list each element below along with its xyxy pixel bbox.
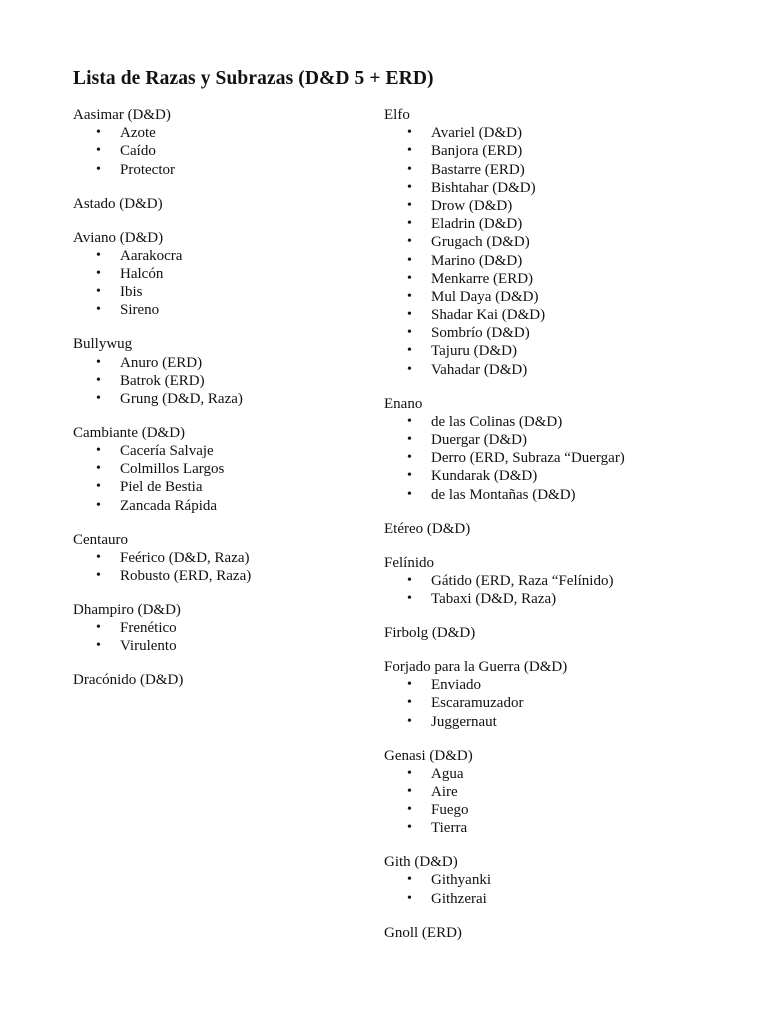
- bullet-icon: •: [407, 161, 412, 177]
- subrace-label: Aarakocra: [120, 247, 183, 264]
- subrace-item: [384, 124, 744, 142]
- race-entry-felinido: [384, 554, 744, 609]
- subrace-item: [384, 197, 744, 215]
- bullet-icon: •: [407, 486, 412, 502]
- subrace-label: Bishtahar (D&D): [431, 179, 536, 196]
- subrace-label: Zancada Rápida: [120, 497, 218, 514]
- subrace-label: Anuro (ERD): [120, 354, 203, 371]
- subrace-item: [384, 179, 744, 197]
- subrace-item: [73, 161, 393, 179]
- subrace-label: Aire: [431, 783, 458, 800]
- bullet-icon: •: [407, 125, 412, 141]
- subrace-label: Mul Daya (D&D): [431, 288, 539, 305]
- subrace-label: Grugach (D&D): [431, 234, 530, 251]
- subrace-item: [384, 413, 744, 431]
- race-entry-enano: [384, 395, 744, 504]
- race-entry-gith: [384, 853, 744, 908]
- bullet-icon: •: [407, 783, 412, 799]
- bullet-icon: •: [407, 713, 412, 729]
- race-entry-cambiante: [73, 424, 393, 515]
- subrace-label: Escaramuzador: [431, 695, 524, 712]
- subrace-item: [73, 124, 393, 142]
- subrace-item: [384, 467, 744, 485]
- subrace-item: [73, 619, 393, 637]
- bullet-icon: •: [407, 468, 412, 484]
- subrace-label: Ibis: [120, 284, 143, 301]
- bullet-icon: •: [407, 197, 412, 213]
- bullet-icon: •: [407, 413, 412, 429]
- subrace-label: Eladrin (D&D): [431, 216, 523, 233]
- subrace-item: [384, 590, 744, 608]
- bullet-icon: •: [407, 325, 412, 341]
- subrace-item: [384, 572, 744, 590]
- bullet-icon: •: [96, 302, 101, 318]
- subrace-item: [384, 486, 744, 504]
- page-title: Lista de Razas y Subrazas (D&D 5 + ERD): [73, 68, 434, 89]
- subrace-item: [384, 215, 744, 233]
- left-column: [73, 106, 393, 705]
- subrace-label: de las Montañas (D&D): [431, 486, 576, 503]
- bullet-icon: •: [96, 372, 101, 388]
- race-name: Cambiante (D&D): [73, 424, 186, 441]
- subrace-label: Juggernaut: [431, 713, 497, 730]
- subrace-list: [73, 619, 393, 655]
- subrace-label: Banjora (ERD): [431, 143, 523, 160]
- subrace-label: Fuego: [431, 802, 469, 819]
- race-name: Aviano (D&D): [73, 229, 164, 246]
- race-entry-bullywug: [73, 335, 393, 408]
- race-name: Etéreo (D&D): [384, 520, 471, 537]
- subrace-label: Robusto (ERD, Raza): [120, 568, 252, 585]
- subrace-label: Duergar (D&D): [431, 432, 527, 449]
- subrace-label: Tierra: [431, 820, 468, 837]
- subrace-label: Virulento: [120, 638, 177, 655]
- subrace-item: [73, 265, 393, 283]
- subrace-label: Gátido (ERD, Raza “Felínido): [431, 572, 614, 589]
- subrace-item: [384, 765, 744, 783]
- subrace-list: [384, 871, 744, 907]
- race-name: Forjado para la Guerra (D&D): [384, 658, 568, 675]
- bullet-icon: •: [407, 802, 412, 818]
- bullet-icon: •: [407, 572, 412, 588]
- subrace-label: Colmillos Largos: [120, 461, 225, 478]
- subrace-item: [73, 301, 393, 319]
- subrace-label: Drow (D&D): [431, 197, 513, 214]
- race-entry-elfo: [384, 106, 744, 379]
- subrace-item: [73, 497, 393, 515]
- race-entry-dhampiro: [73, 601, 393, 656]
- subrace-label: Menkarre (ERD): [431, 270, 534, 287]
- race-entry-draconido: [73, 671, 393, 689]
- bullet-icon: •: [407, 216, 412, 232]
- subrace-item: [384, 694, 744, 712]
- subrace-label: Azote: [120, 125, 156, 142]
- subrace-list: [73, 247, 393, 320]
- subrace-item: [73, 283, 393, 301]
- race-entry-aasimar: [73, 106, 393, 179]
- race-name: Gith (D&D): [384, 854, 458, 871]
- subrace-item: [73, 567, 393, 585]
- subrace-label: Marino (D&D): [431, 252, 523, 269]
- bullet-icon: •: [407, 143, 412, 159]
- bullet-icon: •: [407, 765, 412, 781]
- subrace-item: [73, 478, 393, 496]
- subrace-item: [384, 142, 744, 160]
- bullet-icon: •: [96, 638, 101, 654]
- bullet-icon: •: [96, 143, 101, 159]
- subrace-item: [384, 890, 744, 908]
- subrace-list: [73, 124, 393, 179]
- bullet-icon: •: [407, 872, 412, 888]
- subrace-item: [384, 252, 744, 270]
- subrace-list: [73, 549, 393, 585]
- race-name: Dracónido (D&D): [73, 672, 184, 689]
- subrace-label: Githyanki: [431, 872, 491, 889]
- bullet-icon: •: [407, 695, 412, 711]
- subrace-item: [384, 233, 744, 251]
- subrace-item: [384, 431, 744, 449]
- subrace-label: Avariel (D&D): [431, 125, 522, 142]
- subrace-label: Shadar Kai (D&D): [431, 307, 546, 324]
- subrace-label: Kundarak (D&D): [431, 468, 538, 485]
- subrace-item: [73, 390, 393, 408]
- subrace-list: [384, 413, 744, 504]
- subrace-item: [384, 676, 744, 694]
- subrace-label: Agua: [431, 765, 464, 782]
- bullet-icon: •: [96, 354, 101, 370]
- subrace-item: [384, 361, 744, 379]
- subrace-label: Feérico (D&D, Raza): [120, 549, 250, 566]
- bullet-icon: •: [96, 125, 101, 141]
- right-column: [384, 106, 744, 958]
- race-name: Astado (D&D): [73, 195, 163, 212]
- subrace-label: Protector: [120, 161, 175, 178]
- subrace-label: Batrok (ERD): [120, 372, 205, 389]
- subrace-item: [73, 142, 393, 160]
- subrace-item: [73, 637, 393, 655]
- bullet-icon: •: [407, 307, 412, 323]
- race-entry-centauro: [73, 531, 393, 586]
- subrace-label: Sireno: [120, 302, 160, 319]
- subrace-label: Vahadar (D&D): [431, 361, 528, 378]
- bullet-icon: •: [407, 343, 412, 359]
- subrace-label: Tajuru (D&D): [431, 343, 518, 360]
- race-entry-etereo: [384, 520, 744, 538]
- bullet-icon: •: [407, 820, 412, 836]
- bullet-icon: •: [96, 247, 101, 263]
- subrace-item: [384, 324, 744, 342]
- bullet-icon: •: [407, 432, 412, 448]
- bullet-icon: •: [407, 179, 412, 195]
- bullet-icon: •: [407, 270, 412, 286]
- subrace-label: Bastarre (ERD): [431, 161, 525, 178]
- subrace-item: [384, 801, 744, 819]
- bullet-icon: •: [407, 252, 412, 268]
- subrace-label: Tabaxi (D&D, Raza): [431, 590, 557, 607]
- subrace-label: Sombrío (D&D): [431, 325, 530, 342]
- subrace-label: Caído: [120, 143, 156, 160]
- bullet-icon: •: [96, 161, 101, 177]
- subrace-list: [384, 676, 744, 731]
- subrace-label: Piel de Bestia: [120, 479, 203, 496]
- race-name: Elfo: [384, 107, 410, 123]
- bullet-icon: •: [407, 234, 412, 250]
- subrace-label: de las Colinas (D&D): [431, 413, 563, 430]
- race-entry-astado: [73, 195, 393, 213]
- bullet-icon: •: [96, 265, 101, 281]
- subrace-item: [384, 713, 744, 731]
- bullet-icon: •: [96, 284, 101, 300]
- race-name: Enano: [384, 395, 423, 412]
- subrace-item: [73, 549, 393, 567]
- subrace-label: Cacería Salvaje: [120, 443, 214, 460]
- subrace-list: [73, 354, 393, 409]
- subrace-item: [384, 819, 744, 837]
- bullet-icon: •: [96, 461, 101, 477]
- race-name: Firbolg (D&D): [384, 624, 476, 641]
- subrace-item: [73, 247, 393, 265]
- subrace-item: [384, 783, 744, 801]
- subrace-list: [384, 765, 744, 838]
- bullet-icon: •: [407, 288, 412, 304]
- race-name: Dhampiro (D&D): [73, 602, 181, 618]
- bullet-icon: •: [96, 568, 101, 584]
- subrace-item: [384, 342, 744, 360]
- bullet-icon: •: [407, 590, 412, 606]
- bullet-icon: •: [96, 620, 101, 636]
- bullet-icon: •: [96, 443, 101, 459]
- race-entry-gnoll: [384, 924, 744, 942]
- subrace-label: Derro (ERD, Subraza “Duergar): [431, 450, 625, 467]
- race-entry-aviano: [73, 229, 393, 320]
- subrace-item: [73, 442, 393, 460]
- subrace-label: Githzerai: [431, 890, 487, 907]
- subrace-list: [73, 442, 393, 515]
- race-name: Felínido: [384, 554, 435, 571]
- race-name: Gnoll (ERD): [384, 924, 462, 941]
- race-name: Genasi (D&D): [384, 747, 473, 764]
- race-name: Bullywug: [73, 336, 133, 353]
- subrace-item: [384, 288, 744, 306]
- subrace-item: [73, 372, 393, 390]
- bullet-icon: •: [407, 677, 412, 693]
- subrace-item: [73, 460, 393, 478]
- race-entry-genasi: [384, 747, 744, 838]
- race-name: Aasimar (D&D): [73, 107, 171, 123]
- subrace-label: Frenético: [120, 620, 177, 637]
- subrace-item: [384, 871, 744, 889]
- bullet-icon: •: [96, 390, 101, 406]
- subrace-label: Enviado: [431, 677, 481, 694]
- bullet-icon: •: [96, 497, 101, 513]
- subrace-item: [384, 270, 744, 288]
- bullet-icon: •: [407, 450, 412, 466]
- race-entry-forjado-para-la-guerra: [384, 658, 744, 731]
- subrace-list: [384, 572, 744, 608]
- bullet-icon: •: [407, 890, 412, 906]
- subrace-item: [384, 449, 744, 467]
- bullet-icon: •: [96, 549, 101, 565]
- bullet-icon: •: [407, 361, 412, 377]
- subrace-label: Halcón: [120, 265, 164, 282]
- subrace-item: [73, 354, 393, 372]
- subrace-item: [384, 306, 744, 324]
- subrace-list: [384, 124, 744, 379]
- subrace-label: Grung (D&D, Raza): [120, 390, 243, 407]
- race-entry-firbolg: [384, 624, 744, 642]
- bullet-icon: •: [96, 479, 101, 495]
- subrace-item: [384, 161, 744, 179]
- race-name: Centauro: [73, 531, 128, 548]
